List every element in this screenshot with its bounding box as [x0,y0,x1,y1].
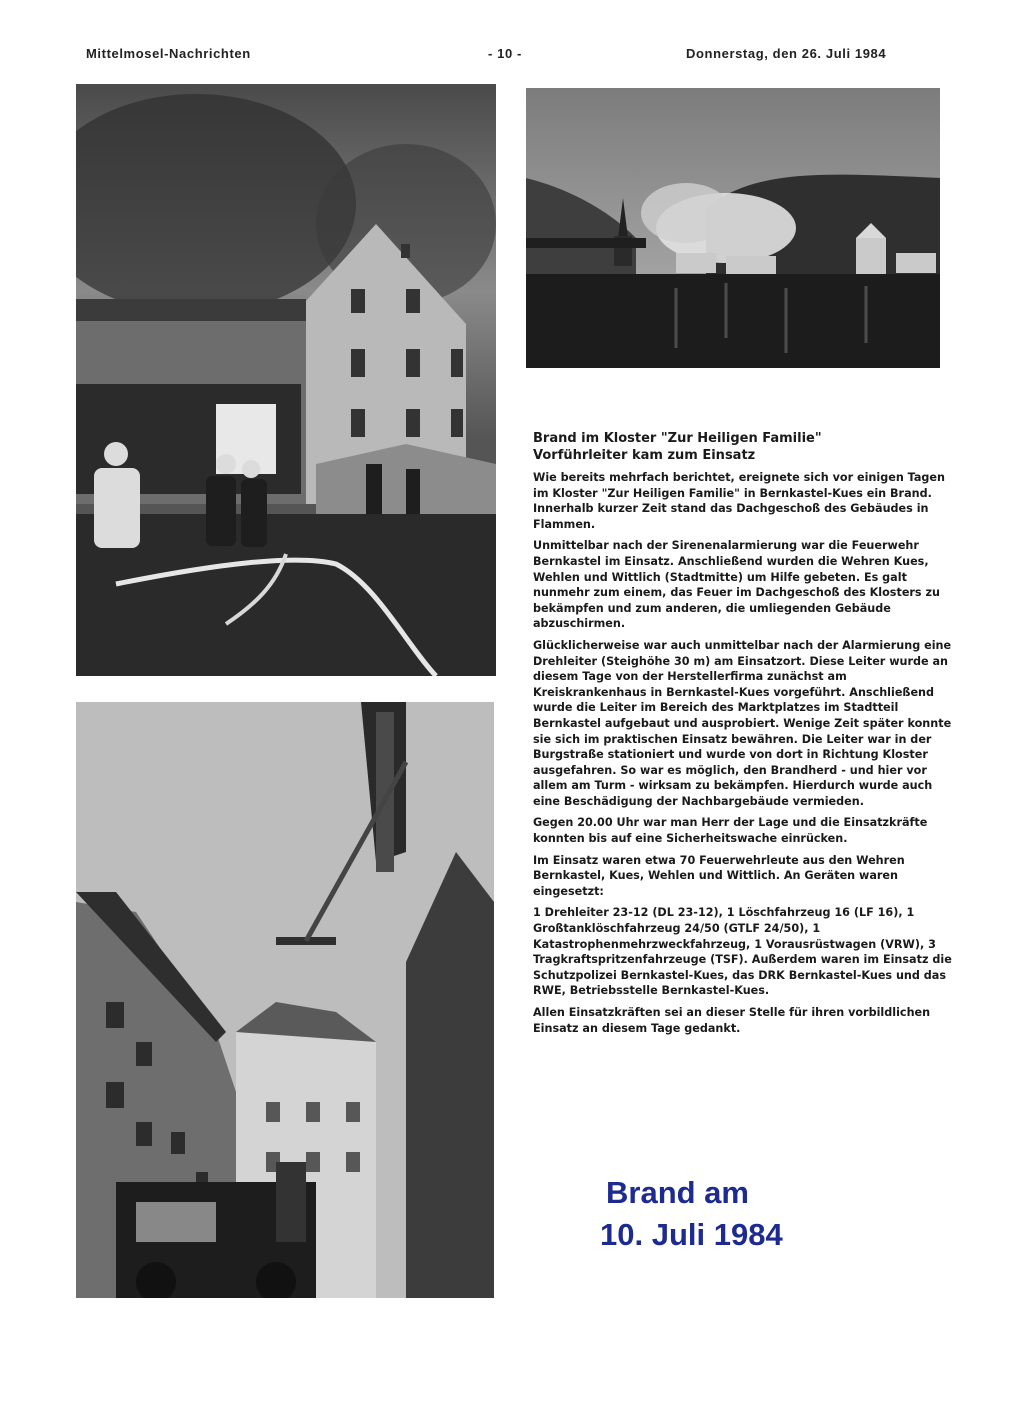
photo-firefighters-monastery [76,84,496,676]
paper-name: Mittelmosel-Nachrichten [86,46,251,61]
article-paragraph: Unmittelbar nach der Sirenenalarmierung war die Feuerwehr Bernkastel im Einsatz. Anschließend wurden die Wehren Kues, Wehlen und Wittlich (Stadtmitte) um Hilfe gebeten. Es galt nunmehr zum einem, das Feuer im Dachgeschoß des Klosters zu bekämpfen und zum anderen, die umliegenden Gebäude abzuschirmen. [533,539,940,631]
photo-river-view-smoke [526,88,940,368]
article-paragraph: Glücklicherweise war auch unmittelbar nach der Alarmierung eine Drehleiter (Steighöhe 30 m) am Einsatzort. Diese Leiter wurde an diesem Tage von der Herstellerfirma zunächst am Kreiskrankenhaus in Bernkastel-Kues vorgeführt. Anschließend wurde die Leiter im Bereich des Marktplatzes im Stadtteil Bernkastel aufgebaut und ausprobiert. Wenige Zeit später konnte sie sich im praktischen Einsatz bewähren. Die Leiter war in der Burgstraße stationiert und wurde von dort in Richtung Kloster ausgefahren. So war es möglich, den Brandherd - und hier vor allem am Turm - wirksam zu bekämpfen. Hierdurch wurde auch eine Beschädigung der Nachbargebäude vermieden. [533,638,952,808]
article-paragraph: 1 Drehleiter 23-12 (DL 23-12), 1 Löschfahrzeug 16 (LF 16), 1 Großtanklöschfahrzeug 24/50 (GTLF 24/50), 1 Katastrophenmehrzweckfahrzeug, 1 Vorausrüstwagen (VRW), 3 Tragkraftspritzenfahrzeuge (TSF). Außerdem waren im Einsatz die Schutzpolizei Bernkastel-Kues, das DRK Bernkastel-Kues und das RWE, Betriebsstelle Bernkastel-Kues. [533,906,952,998]
photo-street-turntable-ladder [76,702,494,1298]
news-article [533,430,958,1042]
fire-date-caption [600,1172,900,1256]
article-paragraph: Allen Einsatzkräften sei an dieser Stelle für ihren vorbildlichen Einsatz an diesem Tage gedankt. [533,1006,931,1035]
article-paragraph: Im Einsatz waren etwa 70 Feuerwehrleute aus den Wehren Bernkastel, Kues, Wehlen und Wittlich. An Geräten waren eingesetzt: [533,853,905,898]
article-subtitle: Vorführleiter kam zum Einsatz [533,448,756,463]
article-title: Brand im Kloster "Zur Heiligen Familie" [533,431,822,446]
page-number: - 10 - [488,46,522,61]
article-paragraph: Wie bereits mehrfach berichtet, ereignete sich vor einigen Tagen im Kloster "Zur Heiligen Familie" in Bernkastel-Kues ein Brand. Innerhalb kurzer Zeit stand das Dachgeschoß des Gebäudes in Flammen. [533,471,945,531]
caption-line-2: 10. Juli 1984 [600,1217,783,1252]
issue-date: Donnerstag, den 26. Juli 1984 [686,46,887,61]
article-paragraph: Gegen 20.00 Uhr war man Herr der Lage und die Einsatzkräfte konnten bis auf eine Sicherheitswache einrücken. [533,816,928,846]
caption-line-1: Brand am [606,1175,749,1210]
